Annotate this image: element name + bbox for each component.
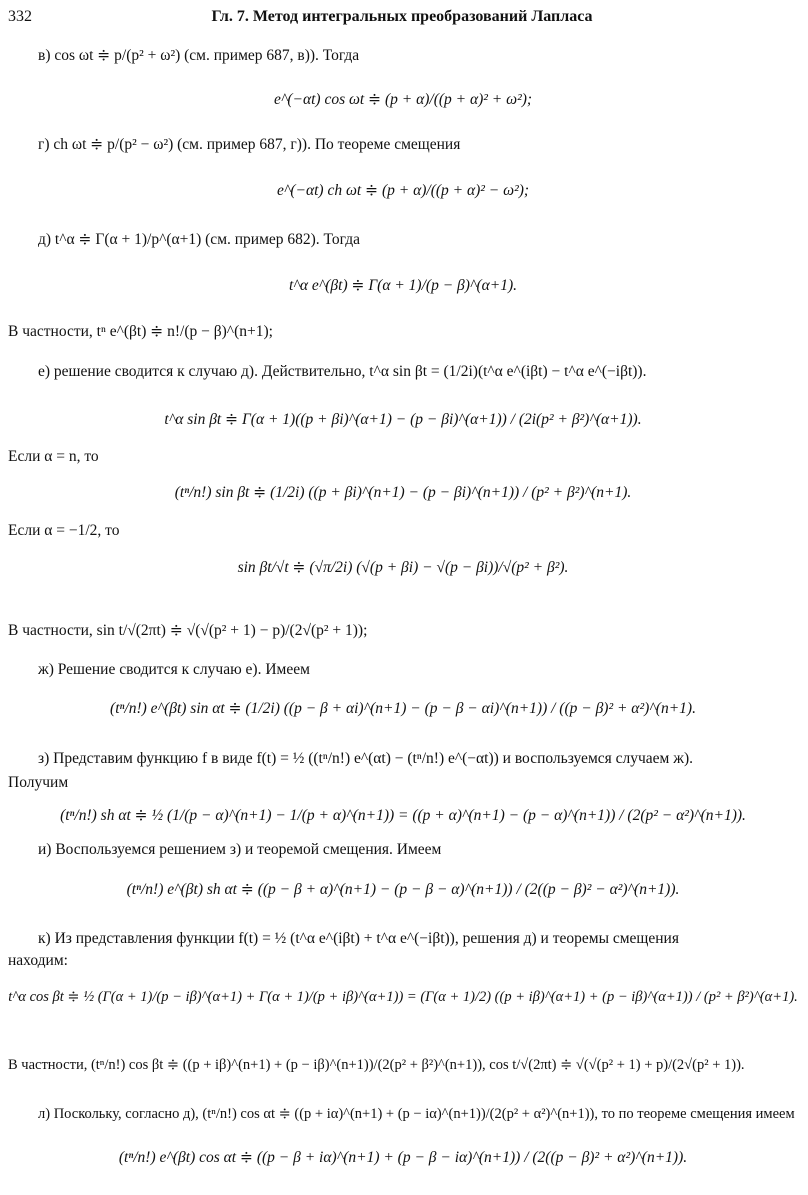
formula: t^α e^(βt) ≑ Γ(α + 1)/(p − β)^(α+1). <box>289 277 517 294</box>
text-line: г) ch ωt ≑ p/(p² − ω²) (см. пример 687, г)). По теореме смещения <box>38 136 461 153</box>
text-line: и) Воспользуемся решением з) и теоремой смещения. Имеем <box>38 841 442 858</box>
formula: (tⁿ/n!) e^(βt) cos αt ≑ ((p − β + iα)^(n+1) + (p − β − iα)^(n+1)) / (2((p − β)² + α²)^(n+1)). <box>118 1149 688 1166</box>
formula: (tⁿ/n!) e^(βt) sin αt ≑ (1/2i) ((p − β + αi)^(n+1) − (p − β − αi)^(n+1)) / ((p − β)² + α²)^(n+1). <box>110 700 696 717</box>
text-line: Получим <box>8 774 69 791</box>
chapter-title <box>8 8 796 26</box>
formula: (tⁿ/n!) sh αt ≑ ½ (1/(p − α)^(n+1) − 1/(p + α)^(n+1)) = ((p + α)^(n+1) − (p − α)^(n+1)) / (2(p² − α²)^(n+1)). <box>60 807 746 824</box>
text-line: з) Представим функцию f в виде f(t) = ½ ((tⁿ/n!) e^(αt) − (tⁿ/n!) e^(−αt)) и воспользуемся случаем ж). <box>38 750 693 767</box>
text-line: находим: <box>8 952 68 969</box>
text-line: л) Поскольку, согласно д), (tⁿ/n!) cos αt ≑ ((p + iα)^(n+1) + (p − iα)^(n+1))/(2(p² + α²)^(n+1)), то по теореме смещения имеем <box>38 1106 795 1122</box>
formula: sin βt/√t ≑ (√π/2i) (√(p + βi) − √(p − βi))/√(p² + β²). <box>237 559 569 576</box>
page-number: 332 <box>8 8 32 25</box>
text-line: к) Из представления функции f(t) = ½ (t^α e^(iβt) + t^α e^(−iβt)), решения д) и теоремы смещения <box>38 930 679 947</box>
page-header <box>8 8 796 30</box>
formula: e^(−αt) cos ωt ≑ (p + α)/((p + α)² + ω²); <box>273 91 533 108</box>
text-line: е) решение сводится к случаю д). Действительно, t^α sin βt = (1/2i)(t^α e^(iβt) − t^α e^(−iβt)). <box>38 363 647 380</box>
text-line: в) cos ωt ≑ p/(p² + ω²) (см. пример 687, в)). Тогда <box>38 47 360 64</box>
chapter-title-text: Гл. 7. Метод интегральных преобразований Лапласа <box>211 8 593 25</box>
text-line: ж) Решение сводится к случаю е). Имеем <box>38 661 310 678</box>
formula: t^α sin βt ≑ Γ(α + 1)((p + βi)^(α+1) − (p − βi)^(α+1)) / (2i(p² + β²)^(α+1)). <box>164 411 642 428</box>
text-line: В частности, sin t/√(2πt) ≑ √(√(p² + 1) − p)/(2√(p² + 1)); <box>8 622 368 639</box>
text-line: Если α = n, то <box>8 448 99 465</box>
text-line: д) t^α ≑ Γ(α + 1)/p^(α+1) (см. пример 682). Тогда <box>38 231 360 248</box>
formula: e^(−αt) ch ωt ≑ (p + α)/((p + α)² − ω²); <box>276 182 530 199</box>
text-line: В частности, (tⁿ/n!) cos βt ≑ ((p + iβ)^(n+1) + (p − iβ)^(n+1))/(2(p² + β²)^(n+1)), cos t/√(2πt) ≑ √(√(p² + 1) + p)/(2√(p² + 1)). <box>8 1057 745 1073</box>
formula: t^α cos βt ≑ ½ (Γ(α + 1)/(p − iβ)^(α+1) + Γ(α + 1)/(p + iβ)^(α+1)) = (Γ(α + 1)/2) ((p + iβ)^(α+1) + (p − iβ)^(α+1)) / (p² + β²)^(α+1). <box>8 989 798 1005</box>
formula: (tⁿ/n!) e^(βt) sh αt ≑ ((p − β + α)^(n+1) − (p − β − α)^(n+1)) / (2((p − β)² − α²)^(n+1)). <box>126 881 680 898</box>
text-line: В частности, tⁿ e^(βt) ≑ n!/(p − β)^(n+1); <box>8 323 273 340</box>
formula: (tⁿ/n!) sin βt ≑ (1/2i) ((p + βi)^(n+1) − (p − βi)^(n+1)) / (p² + β²)^(n+1). <box>174 484 632 501</box>
text-line: Если α = −1/2, то <box>8 522 120 539</box>
